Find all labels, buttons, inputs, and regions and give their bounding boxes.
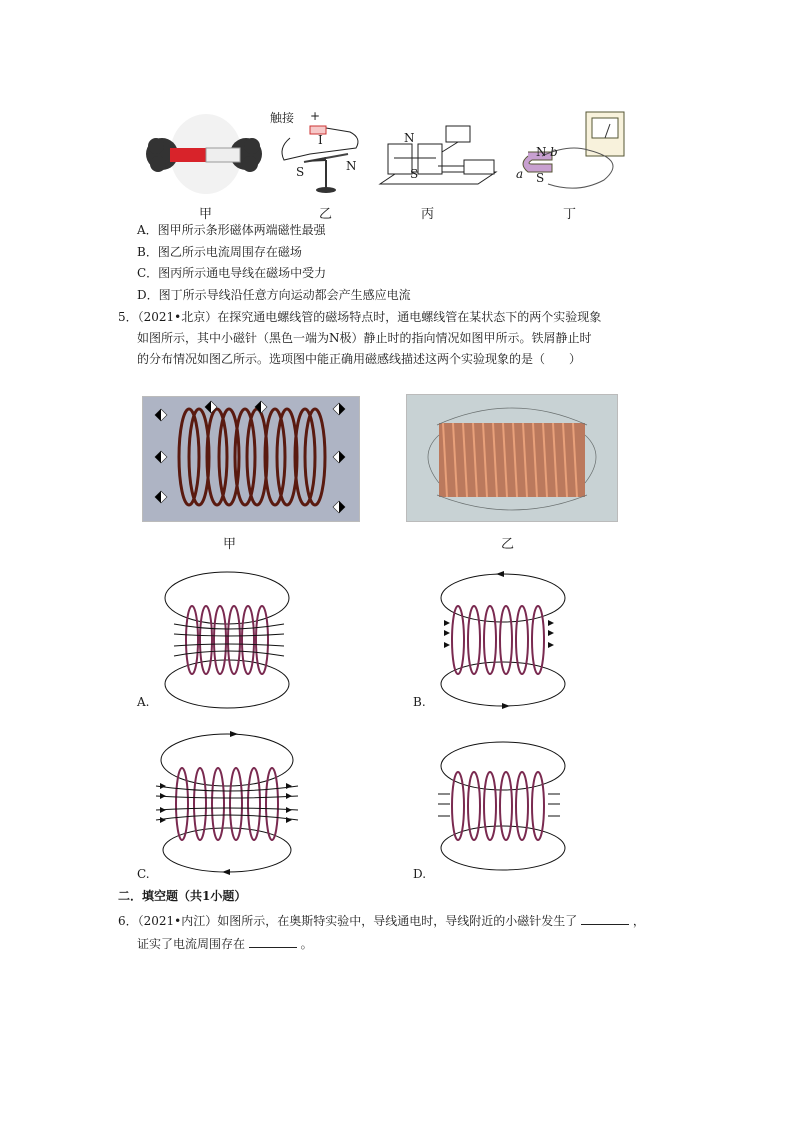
north-label: N	[346, 159, 357, 173]
q4-option-b: B．图乙所示电流周围存在磁场	[137, 245, 302, 259]
caption-bing: 丙	[421, 207, 435, 222]
caption-photo-jia: 甲	[223, 537, 237, 552]
q4-option-d: D．图丁所示导线沿任意方向运动都会产生感应电流	[137, 288, 411, 302]
current-label: I	[318, 133, 323, 147]
figure-bing-motor	[378, 122, 500, 192]
ding-a-label: a	[516, 167, 524, 181]
q6-line2-text: 证实了电流周围存在	[137, 937, 246, 951]
figure-jia-magnet	[140, 108, 270, 200]
caption-jia: 甲	[199, 207, 213, 222]
option-b-diagram	[436, 568, 570, 710]
photo-yi-iron-filings	[406, 394, 618, 522]
bing-south-label: S	[410, 167, 419, 181]
q6-line1	[118, 912, 645, 929]
option-d-diagram	[436, 738, 570, 874]
touch-label: 触接	[270, 111, 295, 125]
ding-b-label: b	[550, 145, 558, 159]
q6-blank-2[interactable]	[249, 935, 297, 948]
caption-yi: 乙	[319, 207, 333, 222]
caption-photo-yi: 乙	[501, 537, 515, 552]
option-c-label[interactable]: C.	[137, 867, 150, 881]
q6-blank-1[interactable]	[581, 912, 629, 925]
q4-option-c: C．图丙所示通电导线在磁场中受力	[137, 266, 327, 280]
q6-line2-period: 。	[300, 937, 313, 951]
figure-yi-oersted	[270, 108, 374, 200]
ding-south-label: S	[536, 171, 545, 185]
q5-stem-line2: 如图所示，其中小磁针（黑色一端为N极）静止时的指向情况如图甲所示。铁屑静止时	[137, 331, 592, 345]
q5-stem-line3: 的分布情况如图乙所示。选项图中能正确用磁感线描述这两个实验现象的是（ ）	[137, 352, 582, 366]
q6-line1-text: 6．（2021•内江）如图所示，在奥斯特实验中，导线通电时，导线附近的小磁针发生了	[118, 914, 578, 928]
q5-stem-line1: 5．（2021•北京）在探究通电螺线管的磁场特点时，通电螺线管在某状态下的两个实验现象	[118, 310, 602, 324]
option-a-label[interactable]: A.	[137, 695, 150, 709]
q6-line1-comma: ，	[632, 914, 645, 928]
ding-north-label: N	[536, 145, 547, 159]
bing-north-label: N	[404, 131, 415, 145]
option-d-label[interactable]: D.	[413, 867, 427, 881]
section-heading: 二．填空题（共1小题）	[118, 889, 247, 903]
option-a-diagram	[160, 568, 294, 710]
option-c-diagram	[152, 726, 302, 878]
caption-ding: 丁	[563, 207, 577, 222]
q4-option-a: A．图甲所示条形磁体两端磁性最强	[137, 223, 326, 237]
figure-ding-induction	[508, 110, 636, 196]
plus-label: +	[310, 109, 321, 123]
south-label: S	[296, 165, 305, 179]
q6-line2	[137, 935, 313, 952]
photo-jia-solenoid-compasses	[142, 396, 360, 522]
option-b-label[interactable]: B.	[413, 695, 426, 709]
